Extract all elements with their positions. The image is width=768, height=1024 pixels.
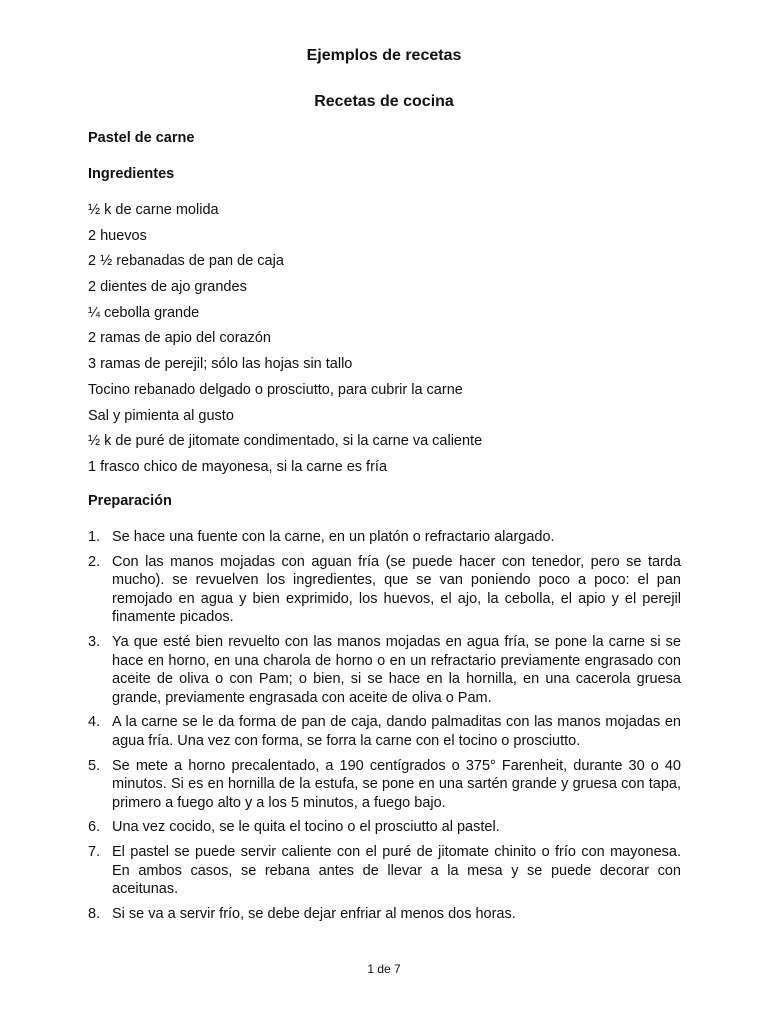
step-number: 6. (88, 819, 101, 836)
preparation-step (88, 528, 681, 547)
step-text: Con las manos mojadas con aguan fría (se puede hacer con tenedor, pero se tarda mucho). se revuelven los ingredientes, que se van poniendo poco a poco: el pan remojado en agua y bien exprimido, los huevos, el ajo, la cebolla, el apio y el perejil finamente picados. (112, 553, 681, 626)
preparation-step (88, 757, 681, 813)
step-text: Si se va a servir frío, se debe dejar enfriar al menos dos horas. (112, 905, 516, 922)
step-text: Ya que esté bien revuelto con las manos mojadas en agua fría, se pone la carne si se hace en horno, en una charola de horno o en un refractario previamente engrasado con aceite de oliva o con Pam; o bien, si se hace en la hornilla, en una cacerola gruesa grande, previamente engrasada con aceite de oliva o Pam. (112, 633, 681, 706)
ingredient-item: 2 ramas de apio del corazón (88, 330, 271, 347)
page-number: 1 de 7 (367, 962, 401, 976)
step-text: Una vez cocido, se le quita el tocino o el prosciutto al pastel. (112, 819, 500, 836)
ingredient-item: ½ k de puré de jitomate condimentado, si la carne va caliente (88, 433, 483, 450)
ingredient-item: 2 ½ rebanadas de pan de caja (88, 253, 284, 270)
ingredient-item: 2 dientes de ajo grandes (88, 279, 247, 296)
step-text: El pastel se puede servir caliente con el puré de jitomate chinito o frío con mayonesa. En ambos casos, se rebana antes de llevar a la mesa y se puede decorar con aceitunas. (112, 843, 681, 898)
preparation-step (88, 553, 681, 627)
preparation-step (88, 818, 681, 837)
ingredients-list (88, 201, 482, 484)
preparation-steps (88, 528, 681, 929)
preparation-step (88, 713, 681, 750)
preparation-step (88, 633, 681, 707)
step-number: 2. (88, 553, 101, 570)
ingredient-item: Tocino rebanado delgado o prosciutto, para cubrir la carne (88, 381, 463, 398)
step-number: 8. (88, 905, 101, 922)
step-number: 5. (88, 757, 101, 774)
ingredient-item: 3 ramas de perejil; sólo las hojas sin tallo (88, 356, 353, 373)
ingredient-item: Sal y pimienta al gusto (88, 407, 234, 424)
document-title: Ejemplos de recetas (306, 47, 462, 64)
ingredient-item: ¼ cebolla grande (88, 304, 200, 321)
step-number: 7. (88, 843, 101, 860)
step-number: 1. (88, 529, 101, 545)
ingredients-heading: Ingredientes (88, 166, 175, 182)
step-text: Se hace una fuente con la carne, en un platón o refractario alargado. (112, 529, 555, 545)
step-number: 3. (88, 633, 101, 650)
ingredient-item: 2 huevos (88, 227, 147, 244)
preparation-step (88, 905, 681, 924)
recipe-title: Pastel de carne (88, 130, 195, 146)
preparation-heading: Preparación (88, 493, 172, 509)
step-number: 4. (88, 714, 101, 731)
document-subtitle: Recetas de cocina (314, 93, 454, 110)
step-text: A la carne se le da forma de pan de caja, dando palmaditas con las manos mojadas en agua fría. Una vez con forma, se forra la carne con el tocino o prosciutto. (112, 714, 681, 749)
ingredient-item: 1 frasco chico de mayonesa, si la carne es fría (88, 458, 388, 475)
step-text: Se mete a horno precalentado, a 190 centígrados o 375° Farenheit, durante 30 o 40 minutos. Si es en hornilla de la estufa, se pone en una sartén grande y gruesa con tapa, primero a fuego alto y a los 5 minutos, a fuego bajo. (112, 757, 681, 811)
preparation-step (88, 843, 681, 899)
ingredient-item: ½ k de carne molida (88, 202, 219, 218)
